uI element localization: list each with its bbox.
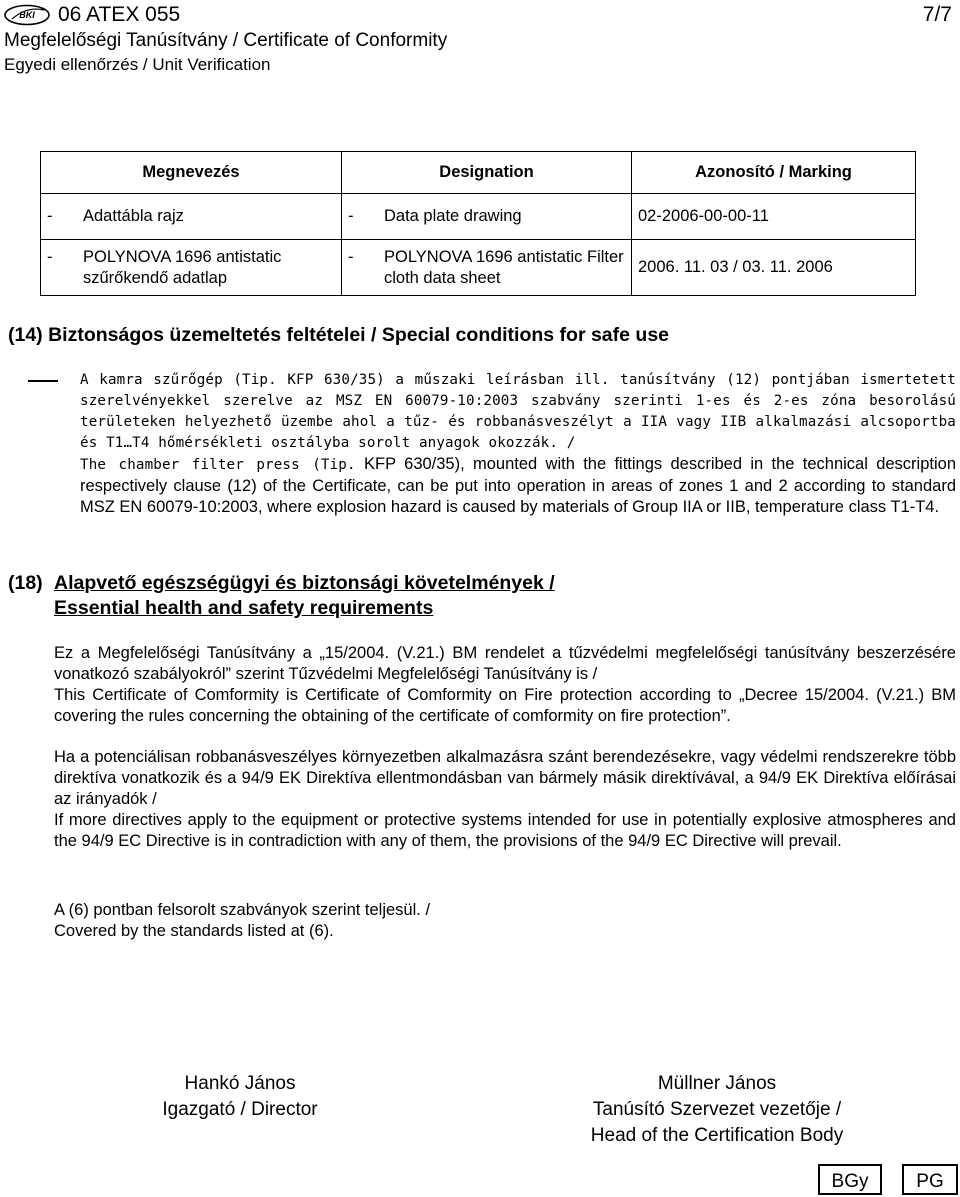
table-row <box>41 240 916 296</box>
dash: - <box>47 207 53 225</box>
section-14-body <box>80 370 956 518</box>
section-18-paragraph-1 <box>54 643 956 727</box>
section-14-text-en-rest: KFP 630/35), mounted with the fittings described in the technical description respectively clause (12) of the Certificate, can be put into operation in areas of zones 1 and 2 according to standard MSZ EN 60079-10:2003, where explosion hazard is caused by materials of Group IIA or IIB, temperature class T1-T4. <box>80 455 956 516</box>
paragraph-1-hu: Ez a Megfelelőségi Tanúsítvány a „15/2004. (V.21.) BM rendelet a tűzvédelmi megfelelőségi tanúsítvány beszerzésére vonatkozó szabályokról” szerint Tűzvédelmi Megfelelőségi Tanúsítvány is / <box>54 644 956 683</box>
initials-box: PG <box>902 1164 958 1195</box>
item-name-hu: POLYNOVA 1696 antistatic szűrőkendő adatlap <box>83 247 282 287</box>
table-header-row <box>41 152 916 194</box>
dash: - <box>348 247 354 266</box>
section-18-number: (18) <box>8 572 43 594</box>
table-cell-marking: 2006. 11. 03 / 03. 11. 2006 <box>632 240 916 296</box>
section-18-title-en: Essential health and safety requirements <box>54 597 434 619</box>
section-14-heading: (14) Biztonságos üzemeltetés feltételei / Special conditions for safe use <box>8 324 670 346</box>
signatory-role: Tanúsító Szervezet vezetője / <box>592 1099 842 1120</box>
signatory-role: Head of the Certification Body <box>590 1125 844 1146</box>
table-cell-en <box>342 240 632 296</box>
bullet-dash-icon <box>28 380 58 382</box>
certificate-code: 06 ATEX 055 <box>58 3 181 26</box>
paragraph-3-en: Covered by the standards listed at (6). <box>54 922 334 940</box>
item-name-en: POLYNOVA 1696 antistatic Filter cloth data sheet <box>384 247 624 287</box>
section-18-paragraph-3 <box>54 900 956 942</box>
section-14-text-en-start: The chamber filter press (Tip. <box>80 457 356 473</box>
paragraph-2-hu: Ha a potenciálisan robbanásveszélyes környezetben alkalmazásra szánt berendezésekre, vagy védelmi rendszerekre több direktíva vonatkozik és a 94/9 EK Direktíva ellentmondásban van bármely másik direktívával, a 94/9 EK Direktíva előírásai az irányadók / <box>54 748 956 808</box>
section-18-heading <box>8 571 555 619</box>
table-cell-hu <box>41 240 342 296</box>
signatory-name: Hankó János <box>184 1073 296 1094</box>
logo-text: BKI <box>19 10 35 20</box>
section-18-title-hu: Alapvető egészségügyi és biztonsági követelmények / <box>54 572 555 594</box>
paragraph-1-en: This Certificate of Comformity is Certificate of Comformity on Fire protection according to „Decree 15/2004. (V.21.) BM covering the rules concerning the obtaining of the certificate of comformity on fire protection”. <box>54 686 956 725</box>
section-14-text-en <box>80 454 956 518</box>
header-designation: Designation <box>342 152 632 194</box>
signatory-name: Müllner János <box>657 1073 777 1094</box>
initials-box: BGy <box>818 1164 882 1195</box>
section-14-text-hu: A kamra szűrőgép (Tip. KFP 630/35) a műszaki leírásban ill. tanúsítvány (12) pontjában ismertetett szerelvényekkel szerelve az MSZ EN 60079-10:2003 szabvány szerinti 1-es és 2-es zóna besorolású területeken helyezhető üzembe ahol a tűz- és robbanásveszélyt a IIA vagy IIB alkalmazási alcsoportba és T1…T4 hőmérsékleti osztályba sorolt anyagok okozzák. / <box>80 372 956 451</box>
document-title: Megfelelőségi Tanúsítvány / Certificate of Conformity <box>4 30 448 51</box>
table-cell-en <box>342 194 632 240</box>
header-megnevezes: Megnevezés <box>41 152 342 194</box>
items-table <box>40 151 916 296</box>
paragraph-3-hu: A (6) pontban felsorolt szabványok szerint teljesül. / <box>54 901 431 919</box>
item-name-en: Data plate drawing <box>384 207 522 225</box>
page-number: 7/7 <box>922 3 952 26</box>
dash: - <box>348 207 354 225</box>
table-cell-hu <box>41 194 342 240</box>
dash: - <box>47 247 53 266</box>
section-18-paragraph-2 <box>54 747 956 852</box>
table-cell-marking: 02-2006-00-00-11 <box>632 194 916 240</box>
signature-director <box>130 1071 350 1123</box>
paragraph-2-en: If more directives apply to the equipment or protective systems intended for use in potentially explosive atmospheres and the 94/9 EC Directive is in contradiction with any of them, the provisions of the 94/9 EC Directive will prevail. <box>54 811 956 850</box>
document-subtitle: Egyedi ellenőrzés / Unit Verification <box>4 55 271 74</box>
item-name-hu: Adattábla rajz <box>83 207 184 225</box>
signature-certification-head <box>540 1071 894 1149</box>
table-row <box>41 194 916 240</box>
bki-logo <box>4 4 50 26</box>
header-marking: Azonosító / Marking <box>632 152 916 194</box>
signatory-role: Igazgató / Director <box>162 1099 318 1120</box>
